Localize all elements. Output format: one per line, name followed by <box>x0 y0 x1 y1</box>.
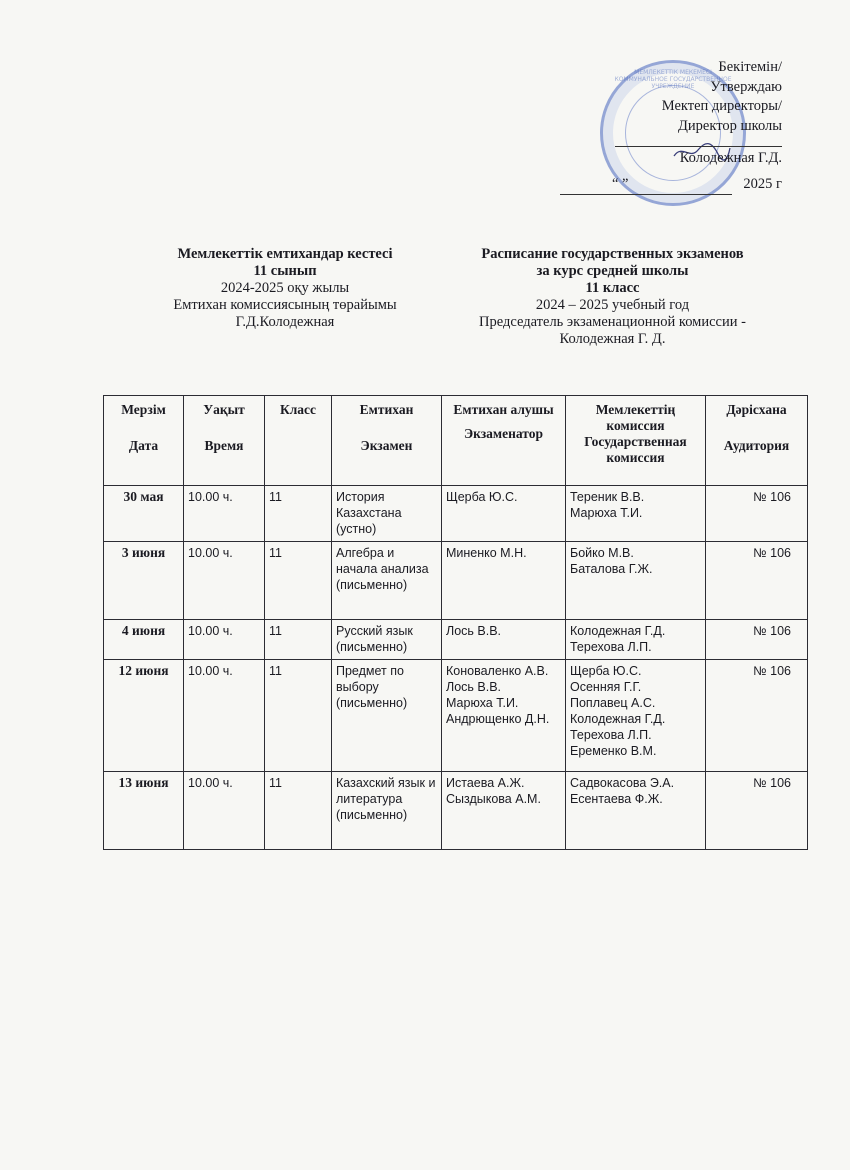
table-header-row <box>104 396 808 486</box>
row-exam: История Казахстана (устно) <box>332 486 442 542</box>
row-date: 4 июня <box>104 620 184 660</box>
row-commission: Щерба Ю.С. Осенняя Г.Г. Поплавец А.С. Колодежная Г.Д. Терехова Л.П. Еременко В.М. <box>566 660 706 772</box>
row-class: 11 <box>265 660 332 772</box>
row-commission: Тереник В.В. Марюха Т.И. <box>566 486 706 542</box>
row-room: № 106 <box>706 542 808 620</box>
row-examiners: Коноваленко А.В. Лось В.В. Марюха Т.И. Андрющенко Д.Н. <box>442 660 566 772</box>
position-kz: Мектеп директоры/ <box>661 98 782 114</box>
row-time: 10.00 ч. <box>184 542 265 620</box>
row-exam: Предмет по выбору (письменно) <box>332 660 442 772</box>
row-time: 10.00 ч. <box>184 620 265 660</box>
approval-block <box>560 58 782 195</box>
heading-ru-title: Расписание государственных экзаменов <box>481 246 744 262</box>
approve-ru: Утверждаю <box>710 78 782 95</box>
heading-kz-year: 2024-2025 оқу жылы <box>220 280 350 296</box>
row-exam: Казахский язык и литература (письменно) <box>332 772 442 850</box>
approve-kz: Бекітемін/ <box>718 59 782 75</box>
table-row <box>104 660 808 772</box>
position-ru: Директор школы <box>678 117 782 134</box>
date-quote: “ ” <box>560 175 732 196</box>
row-class: 11 <box>265 542 332 620</box>
row-examiners: Миненко М.Н. <box>442 542 566 620</box>
row-commission: Садвокасова Э.А. Есентаева Ф.Ж. <box>566 772 706 850</box>
approval-date-line <box>560 175 782 196</box>
row-date: 12 июня <box>104 660 184 772</box>
row-date: 30 мая <box>104 486 184 542</box>
row-commission: Колодежная Г.Д. Терехова Л.П. <box>566 620 706 660</box>
row-date: 3 июня <box>104 542 184 620</box>
heading-ru-subtitle: за курс средней школы <box>536 263 689 279</box>
row-time: 10.00 ч. <box>184 660 265 772</box>
table-row <box>104 620 808 660</box>
row-time: 10.00 ч. <box>184 486 265 542</box>
row-room: № 106 <box>706 620 808 660</box>
heading-russian <box>440 246 785 348</box>
exam-schedule-table <box>103 395 808 850</box>
director-name: Колодежная Г.Д. <box>679 150 782 166</box>
table-row <box>104 772 808 850</box>
row-exam: Русский язык (письменно) <box>332 620 442 660</box>
table-row <box>104 542 808 620</box>
stamp-text: МЕМЛЕКЕТТІК МЕКЕМЕСІ КОММУНАЛЬНОЕ ГОСУДАРСТВЕННОЕ УЧРЕЖДЕНИЕ <box>614 69 732 90</box>
row-class: 11 <box>265 772 332 850</box>
row-commission: Бойко М.В. Баталова Г.Ж. <box>566 542 706 620</box>
row-date: 13 июня <box>104 772 184 850</box>
heading-ru-grade: 11 класс <box>585 280 640 296</box>
row-class: 11 <box>265 620 332 660</box>
heading-ru-year: 2024 – 2025 учебный год <box>535 297 690 313</box>
row-examiners: Лось В.В. <box>442 620 566 660</box>
row-examiners: Щерба Ю.С. <box>442 486 566 542</box>
row-room: № 106 <box>706 660 808 772</box>
header-date: Мерзім Дата <box>104 396 184 486</box>
row-room: № 106 <box>706 772 808 850</box>
header-time: Уақыт Время <box>184 396 265 486</box>
header-examiner: Емтихан алушы Экзаменатор <box>442 396 566 486</box>
header-commission: Мемлекеттің комиссия Государственная комиссия <box>566 396 706 486</box>
heading-ru-chair-name: Колодежная Г. Д. <box>559 331 666 347</box>
heading-kz-title: Мемлекеттік емтихандар кестесі <box>177 246 393 262</box>
signature-line <box>615 136 782 147</box>
header-class: Класс <box>265 396 332 486</box>
heading-ru-chair-label: Председатель экзаменационной комиссии - <box>479 314 746 330</box>
row-exam: Алгебра и начала анализа (письменно) <box>332 542 442 620</box>
row-time: 10.00 ч. <box>184 772 265 850</box>
heading-kz-grade: 11 сынып <box>253 263 317 279</box>
approval-year: 2025 г <box>743 175 782 192</box>
header-room: Дәрісхана Аудитория <box>706 396 808 486</box>
heading-kazakh <box>150 246 420 331</box>
row-examiners: Истаева А.Ж. Сыздыкова А.М. <box>442 772 566 850</box>
table-row <box>104 486 808 542</box>
header-exam: Емтихан Экзамен <box>332 396 442 486</box>
row-class: 11 <box>265 486 332 542</box>
heading-kz-chair-name: Г.Д.Колодежная <box>235 314 335 330</box>
heading-kz-chair-label: Емтихан комиссиясының төрайымы <box>173 297 397 313</box>
row-room: № 106 <box>706 486 808 542</box>
